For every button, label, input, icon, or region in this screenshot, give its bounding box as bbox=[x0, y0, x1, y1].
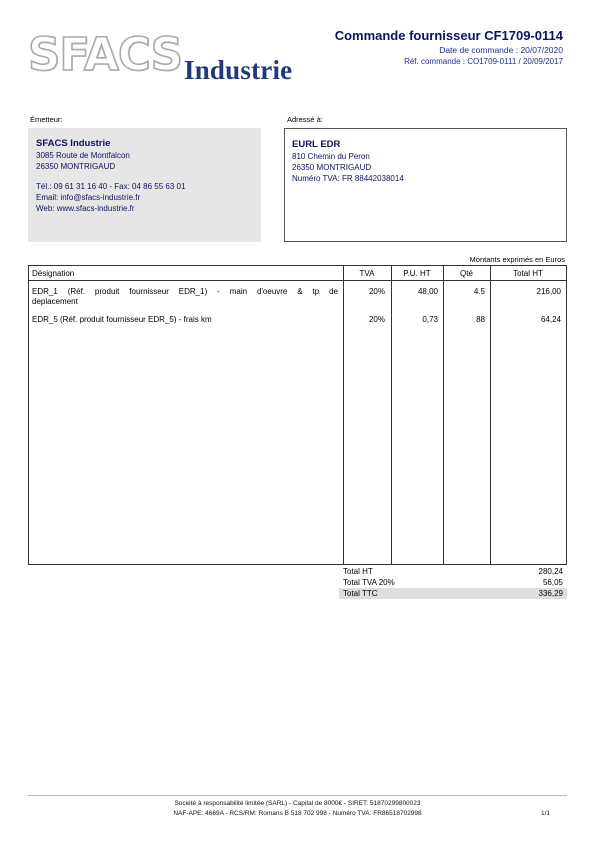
recipient-box bbox=[284, 128, 567, 242]
sender-box bbox=[28, 128, 261, 242]
row1-designation-line2: deplacement bbox=[32, 297, 78, 306]
row2-tva: 20% bbox=[368, 315, 385, 324]
row2-total-ht: 64,24 bbox=[540, 315, 561, 324]
logo-industrie-text: Industrie bbox=[184, 55, 293, 85]
row2-designation: EDR_5 (Réf. produit fournisseur EDR_5) - frais km bbox=[32, 315, 212, 324]
recipient-address2: 26350 MONTRIGAUD bbox=[292, 163, 372, 172]
items-table bbox=[28, 265, 567, 565]
sender-address1: 3085 Route de Montfalcon bbox=[36, 151, 130, 160]
header-total-ht: Total HT bbox=[513, 269, 543, 278]
recipient-address1: 810 Chemin du Peron bbox=[292, 152, 370, 161]
row1-designation-line1: EDR_1 (Réf. produit fournisseur EDR_1) - main d'oeuvre & tp de bbox=[32, 287, 338, 296]
logo-sfacs-text: SFACS bbox=[28, 28, 183, 81]
sender-phone-fax: Tél.: 09 61 31 16 40 - Fax: 04 86 55 63 01 bbox=[36, 182, 186, 191]
total-tva-label: Total TVA 20% bbox=[343, 578, 395, 587]
total-tva-value: 56,05 bbox=[542, 578, 563, 587]
row1-total-ht: 216,00 bbox=[536, 287, 561, 296]
sender-web: Web: www.sfacs-industrie.fr bbox=[36, 204, 135, 213]
recipient-name: EURL EDR bbox=[292, 139, 341, 150]
recipient-vat: Numéro TVA: FR 88442038014 bbox=[292, 174, 404, 183]
row2-pu-ht: 0,73 bbox=[422, 315, 438, 324]
page-number: 1/1 bbox=[540, 810, 550, 817]
sender-email: Email: info@sfacs-industrie.fr bbox=[36, 193, 141, 202]
sender-address2: 26350 MONTRIGAUD bbox=[36, 162, 116, 171]
total-ht-label: Total HT bbox=[343, 567, 373, 576]
recipient-label: Adressé à: bbox=[287, 115, 323, 124]
total-ttc-label: Total TTC bbox=[343, 589, 378, 598]
row1-qty: 4.5 bbox=[473, 287, 485, 296]
total-tva-row bbox=[339, 577, 567, 588]
order-reference: Réf. commande : CO1709-0111 / 20/09/2017 bbox=[404, 57, 563, 66]
row2-qty: 88 bbox=[476, 315, 485, 324]
total-ttc-value: 336,29 bbox=[538, 589, 563, 598]
header-designation: Désignation bbox=[32, 269, 75, 278]
currency-note: Montants exprimés en Euros bbox=[469, 255, 565, 264]
total-ht-value: 280,24 bbox=[538, 567, 563, 576]
company-logo bbox=[28, 30, 328, 86]
document-title: Commande fournisseur CF1709-0114 bbox=[334, 28, 563, 43]
total-ht-row bbox=[339, 566, 567, 577]
order-date: Date de commande : 20/07/2020 bbox=[439, 45, 563, 55]
row1-tva: 20% bbox=[368, 287, 385, 296]
sender-label: Émetteur: bbox=[30, 115, 63, 124]
totals-block bbox=[339, 566, 567, 599]
row1-pu-ht: 48,00 bbox=[417, 287, 438, 296]
footer-legal-line1: Société à responsabilité limitée (SARL) - Capital de 8000€ - SIRET: 51870299800023 bbox=[174, 800, 421, 807]
header-pu-ht: P.U. HT bbox=[403, 269, 431, 278]
footer-divider bbox=[28, 795, 567, 796]
total-ttc-row bbox=[339, 588, 567, 599]
sender-name: SFACS Industrie bbox=[36, 138, 111, 149]
footer-legal-line2: NAF-APE: 4669A - RCS/RM: Romans B 518 702 998 - Numéro TVA: FR86518702998 bbox=[173, 810, 422, 817]
header-tva: TVA bbox=[359, 269, 375, 278]
header-qty: Qté bbox=[460, 269, 473, 278]
